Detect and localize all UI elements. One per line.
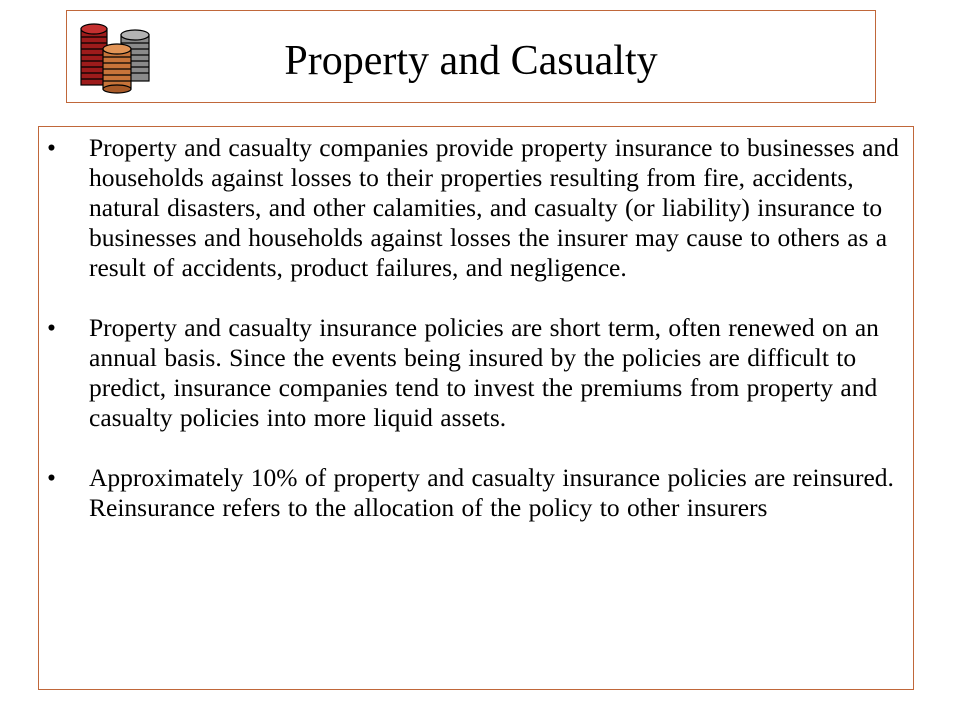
bullet-text: Property and casualty companies provide property insurance to businesses and households against losses to their properties resulting from fire, accidents, natural disasters, and other calamities, and casualty (or liability) insurance to businesses and households against losses the insurer may cause to others as a result of accidents, product failures, and negligence. bbox=[89, 133, 899, 282]
bullet-glyph: • bbox=[47, 313, 56, 342]
bullet-glyph: • bbox=[47, 463, 56, 492]
bullet-list bbox=[47, 133, 907, 553]
bullet-item bbox=[47, 463, 907, 523]
bullet-glyph: • bbox=[47, 133, 56, 162]
title-box bbox=[66, 10, 876, 103]
bullet-text: Approximately 10% of property and casualty insurance policies are reinsured. Reinsurance refers to the allocation of the policy to other insurers bbox=[89, 463, 894, 522]
bullet-item bbox=[47, 133, 907, 283]
bullet-text: Property and casualty insurance policies are short term, often renewed on an annual basis. Since the events being insured by the policies are difficult to predict, insurance companies tend to invest the premiums from property and casualty policies into more liquid assets. bbox=[89, 313, 879, 432]
content-box bbox=[38, 126, 914, 690]
slide-title: Property and Casualty bbox=[284, 38, 658, 84]
bullet-item bbox=[47, 313, 907, 433]
